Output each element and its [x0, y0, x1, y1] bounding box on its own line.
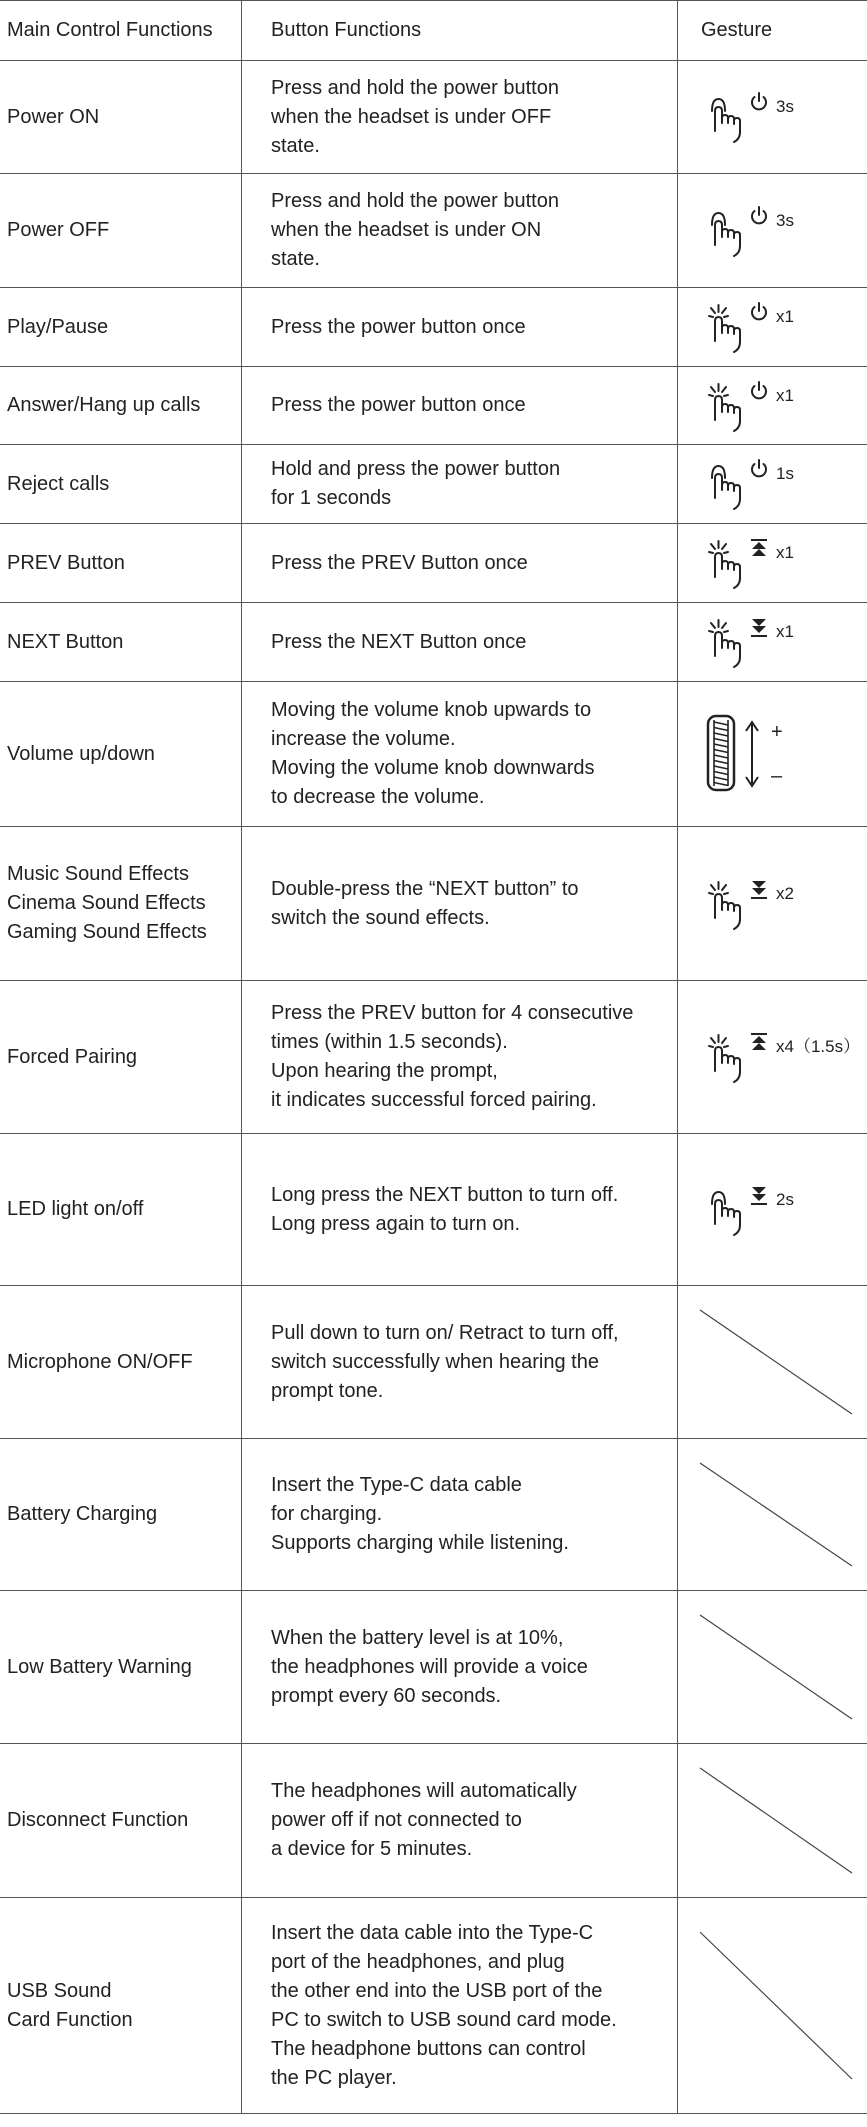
- hand-tap-icon: [704, 876, 748, 932]
- gesture: [678, 1744, 867, 1897]
- gesture-cell: [678, 445, 867, 523]
- row-divider: [0, 2113, 867, 2114]
- function-name: NEXT Button: [7, 630, 124, 653]
- button-function-description: Press the power button once: [271, 394, 526, 416]
- hand-tap-icon: [704, 535, 748, 591]
- next-icon: [748, 1184, 770, 1206]
- not-applicable-slash: [678, 1286, 867, 1438]
- button-function-description: The headphones will automatically power off if not connected to a device for 5 minutes.: [271, 1780, 577, 1860]
- gesture: [678, 367, 867, 444]
- volume-minus-label: –: [771, 765, 783, 787]
- gesture-cell: [678, 981, 867, 1133]
- function-name: Play/Pause: [7, 315, 109, 338]
- button-function-description: Press and hold the power button when the headset is under ON state.: [271, 190, 559, 270]
- gesture-label: x1: [776, 543, 794, 562]
- gesture-cell: [678, 1591, 867, 1743]
- gesture-cell: [678, 524, 867, 602]
- gesture: [678, 524, 867, 602]
- button-function-description: Pull down to turn on/ Retract to turn off, switch successfully when hearing the prompt tone.: [271, 1321, 619, 1402]
- power-icon: [748, 91, 770, 113]
- power-icon: [748, 380, 770, 402]
- gesture: [678, 61, 867, 173]
- gesture: [678, 174, 867, 287]
- gesture: [678, 1134, 867, 1285]
- row-divider: [0, 0, 867, 1]
- gesture-label: 3s: [776, 97, 794, 116]
- button-function-description: Press the PREV button for 4 consecutive times (within 1.5 seconds). Upon hearing the prompt, it indicates successful forced pairing.: [271, 1002, 634, 1111]
- function-name: Power OFF: [7, 219, 110, 241]
- function-name: Answer/Hang up calls: [7, 394, 201, 416]
- gesture-label: x1: [776, 385, 794, 405]
- prev-icon: [748, 1031, 770, 1053]
- gesture-cell: [678, 367, 867, 444]
- button-function-description: Press the power button once: [271, 315, 526, 338]
- power-icon: [748, 301, 770, 323]
- gesture-cell: [678, 682, 867, 826]
- button-function-description: Press the PREV Button once: [271, 551, 528, 574]
- hand-press-hold-icon: [704, 1182, 748, 1238]
- gesture: [678, 1898, 867, 2113]
- button-function-description: Hold and press the power button for 1 seconds: [271, 458, 561, 509]
- gesture: [678, 288, 867, 366]
- button-function-description: When the battery level is at 10%, the headphones will provide a voice prompt every 60 seconds.: [271, 1626, 588, 1707]
- gesture-cell: [678, 1134, 867, 1285]
- function-name: Music Sound Effects Cinema Sound Effects Gaming Sound Effects: [7, 863, 207, 943]
- gesture-cell: [678, 1744, 867, 1897]
- not-applicable-slash: [678, 1591, 867, 1743]
- button-function-description: Insert the Type-C data cable for charging. Supports charging while listening.: [271, 1474, 569, 1554]
- next-icon: [748, 616, 770, 638]
- gesture: [678, 981, 867, 1133]
- gesture: [678, 682, 867, 826]
- function-name: PREV Button: [7, 551, 125, 574]
- function-name: Power ON: [7, 105, 100, 128]
- button-function-description: Insert the data cable into the Type-C port of the headphones, and plug the other end into the USB port of the PC to switch to USB sound card mode. The headphone buttons can control the PC player.: [271, 1921, 617, 2089]
- gesture: [678, 603, 867, 681]
- volume-plus-label: +: [771, 721, 783, 743]
- hand-press-hold-icon: [704, 203, 748, 259]
- power-icon: [748, 205, 770, 227]
- gesture: [678, 1286, 867, 1438]
- gesture-label: x2: [776, 883, 794, 903]
- gesture-cell: [678, 61, 867, 173]
- hand-press-hold-icon: [704, 456, 748, 512]
- prev-icon: [748, 537, 770, 559]
- header-gesture: Gesture: [701, 18, 773, 41]
- hand-tap-icon: [704, 614, 748, 670]
- function-name: Reject calls: [7, 472, 110, 495]
- hand-tap-icon: [704, 378, 748, 434]
- button-function-description: Press and hold the power button when the headset is under OFF state.: [271, 76, 559, 157]
- hand-tap-icon: [704, 299, 748, 355]
- gesture-cell: [678, 827, 867, 980]
- function-name: Forced Pairing: [7, 1045, 138, 1068]
- gesture-label: 3s: [776, 210, 794, 230]
- gesture-cell: [678, 1439, 867, 1590]
- hand-tap-icon: [704, 1029, 748, 1085]
- not-applicable-slash: [678, 1744, 867, 1897]
- header-main-control-functions: Main Control Functions: [7, 18, 213, 41]
- button-function-description: Long press the NEXT button to turn off. Long press again to turn on.: [271, 1183, 619, 1235]
- function-name: Battery Charging: [7, 1503, 158, 1525]
- gesture-label: x1: [776, 307, 794, 326]
- gesture-cell: [678, 174, 867, 287]
- gesture: [678, 445, 867, 523]
- header-button-functions: Button Functions: [271, 18, 422, 41]
- function-name: Microphone ON/OFF: [7, 1350, 193, 1373]
- gesture: [678, 1591, 867, 1743]
- function-name: Low Battery Warning: [7, 1655, 192, 1678]
- column-divider: [241, 0, 242, 2113]
- gesture-cell: [678, 1286, 867, 1438]
- gesture-label: x4（1.5s）: [776, 1037, 861, 1056]
- function-name: LED light on/off: [7, 1198, 144, 1220]
- power-icon: [748, 458, 770, 480]
- not-applicable-slash: [678, 1898, 867, 2113]
- gesture: [678, 827, 867, 980]
- not-applicable-slash: [678, 1439, 867, 1590]
- function-name: Volume up/down: [7, 742, 155, 765]
- gesture-label: x1: [776, 622, 794, 641]
- gesture: [678, 1439, 867, 1590]
- hand-press-hold-icon: [704, 89, 748, 145]
- gesture-label: 2s: [776, 1189, 794, 1209]
- next-icon: [748, 878, 770, 900]
- function-name: Disconnect Function: [7, 1809, 189, 1831]
- function-name: USB Sound Card Function: [7, 1979, 133, 2031]
- gesture-cell: [678, 603, 867, 681]
- button-function-description: Press the NEXT Button once: [271, 630, 527, 653]
- gesture-cell: [678, 288, 867, 366]
- gesture-cell: [678, 1898, 867, 2113]
- button-function-description: Double-press the “NEXT button” to switch the sound effects.: [271, 877, 579, 929]
- gesture-label: 1s: [776, 464, 794, 483]
- button-function-description: Moving the volume knob upwards to increase the volume. Moving the volume knob downwards to decrease the volume.: [271, 699, 595, 808]
